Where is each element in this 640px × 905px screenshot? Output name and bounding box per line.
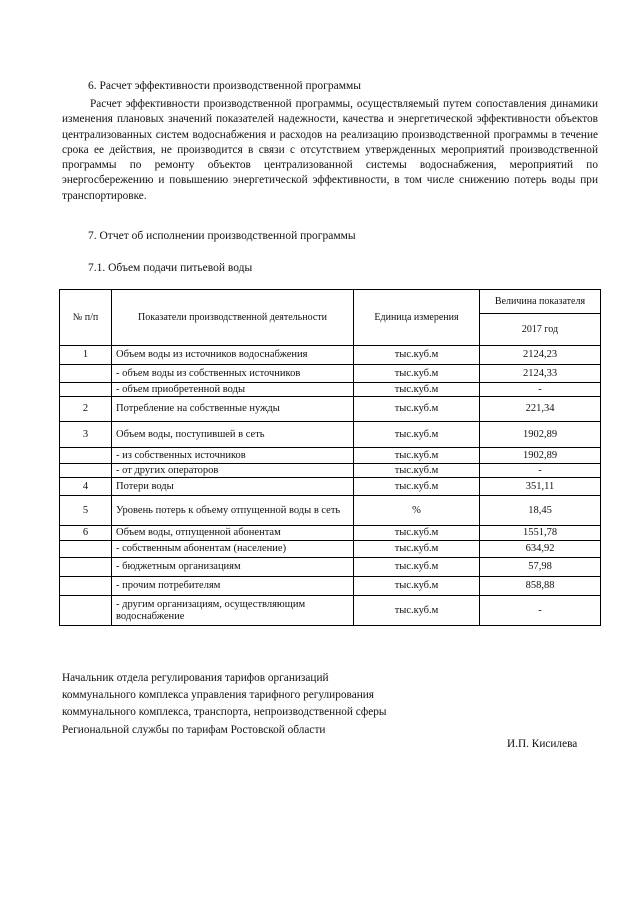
row-num: 4 <box>60 478 112 496</box>
row-unit: тыс.куб.м <box>354 526 480 541</box>
header-value-group: Величина показателя <box>480 290 601 314</box>
row-value: 634,92 <box>480 541 601 558</box>
row-unit: тыс.куб.м <box>354 397 480 422</box>
table-row <box>60 397 601 422</box>
row-value: 858,88 <box>480 577 601 596</box>
row-value: - <box>480 596 601 626</box>
row-unit: тыс.куб.м <box>354 383 480 397</box>
header-unit: Единица измерения <box>354 290 480 346</box>
row-num: 2 <box>60 397 112 422</box>
row-num <box>60 596 112 626</box>
row-num <box>60 558 112 577</box>
section6-first-word: Расчет <box>90 98 122 110</box>
row-num <box>60 464 112 478</box>
table-row <box>60 346 601 365</box>
row-indicator: Уровень потерь к объему отпущенной воды в сеть <box>112 496 354 526</box>
signature-name: И.П. Кисилева <box>507 738 578 750</box>
row-num: 1 <box>60 346 112 365</box>
table-row <box>60 448 601 464</box>
row-value: - <box>480 383 601 397</box>
signature-position: Начальник отдела регулирования тарифов организаций коммунального комплекса управления тарифного регулирования коммунального комплекса, транспорта, непроизводственной сферы Региональной службы по тарифам Ростовской области <box>62 672 387 736</box>
header-indicator: Показатели производственной деятельности <box>112 290 354 346</box>
table-row <box>60 558 601 577</box>
row-unit: тыс.куб.м <box>354 448 480 464</box>
row-indicator: Потери воды <box>112 478 354 496</box>
row-indicator: Потребление на собственные нужды <box>112 397 354 422</box>
row-num <box>60 365 112 383</box>
row-value: 2124,33 <box>480 365 601 383</box>
row-indicator: Объем воды, поступившей в сеть <box>112 422 354 448</box>
table-row <box>60 596 601 626</box>
row-num: 6 <box>60 526 112 541</box>
row-unit: тыс.куб.м <box>354 577 480 596</box>
row-unit: тыс.куб.м <box>354 478 480 496</box>
row-value: 1902,89 <box>480 448 601 464</box>
section6-title: 6. Расчет эффективности производственной программы <box>88 80 362 92</box>
header-year: 2017 год <box>480 314 601 346</box>
table-row <box>60 577 601 596</box>
table-row <box>60 383 601 397</box>
table-row <box>60 478 601 496</box>
row-indicator: - бюджетным организациям <box>112 558 354 577</box>
section7-subtitle: 7.1. Объем подачи питьевой воды <box>88 262 253 274</box>
row-num <box>60 541 112 558</box>
row-indicator: - из собственных источников <box>112 448 354 464</box>
row-value: - <box>480 464 601 478</box>
row-num: 3 <box>60 422 112 448</box>
section7-title: 7. Отчет об исполнении производственной программы <box>88 230 356 242</box>
row-num <box>60 448 112 464</box>
row-indicator: - собственным абонентам (население) <box>112 541 354 558</box>
row-indicator: - прочим потребителям <box>112 577 354 596</box>
row-num <box>60 383 112 397</box>
row-unit: тыс.куб.м <box>354 541 480 558</box>
water-supply-table <box>59 289 601 626</box>
row-indicator: - объем воды из собственных источников <box>112 365 354 383</box>
row-value: 1551,78 <box>480 526 601 541</box>
row-value: 2124,23 <box>480 346 601 365</box>
row-num <box>60 577 112 596</box>
row-unit: тыс.куб.м <box>354 464 480 478</box>
row-value: 221,34 <box>480 397 601 422</box>
row-indicator: - объем приобретенной воды <box>112 383 354 397</box>
section6-text: эффективности производственной программы, осуществляемый путем сопоставления динамики изменения плановых значений показателей надежности, качества и энергетической эффективности объектов централизованных систем водоснабжения и расходов на реализацию производственной программы в течение срока ее действия, не производится в связи с отсутствием утвержденных мероприятий производственной программы по ремонту объектов централизованной системы водоснабжения, мероприятий по энергосбережению и повышению энергетической эффективности, в том числе снижению потерь воды при транспортировке. <box>62 98 599 202</box>
table-row <box>60 365 601 383</box>
row-value: 57,98 <box>480 558 601 577</box>
row-unit: тыс.куб.м <box>354 596 480 626</box>
table-row <box>60 422 601 448</box>
row-num: 5 <box>60 496 112 526</box>
row-unit: тыс.куб.м <box>354 558 480 577</box>
section6-paragraph <box>62 97 598 204</box>
row-indicator: - от других операторов <box>112 464 354 478</box>
row-unit: тыс.куб.м <box>354 365 480 383</box>
table-row <box>60 464 601 478</box>
table-row <box>60 541 601 558</box>
row-value: 351,11 <box>480 478 601 496</box>
row-unit: тыс.куб.м <box>354 422 480 448</box>
table-row <box>60 526 601 541</box>
table-row <box>60 496 601 526</box>
row-value: 1902,89 <box>480 422 601 448</box>
row-indicator: - другим организациям, осуществляющим водоснабжение <box>112 596 354 626</box>
row-unit: % <box>354 496 480 526</box>
row-indicator: Объем воды, отпущенной абонентам <box>112 526 354 541</box>
row-indicator: Объем воды из источников водоснабжения <box>112 346 354 365</box>
row-unit: тыс.куб.м <box>354 346 480 365</box>
row-value: 18,45 <box>480 496 601 526</box>
header-num: № п/п <box>60 290 112 346</box>
